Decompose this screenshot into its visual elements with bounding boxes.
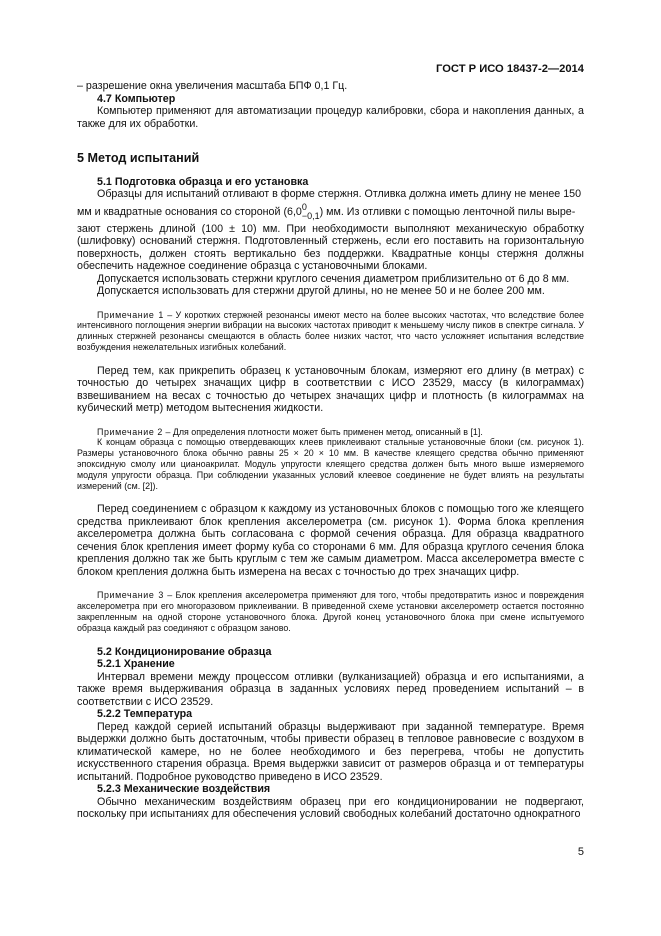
section-5-2-title: 5.2 Кондиционирование образца bbox=[97, 645, 272, 658]
section-5-2-2-text: Перед каждой серией испытаний образцы выдерживают при заданной температуре. Время выдержки должно быть достаточным, чтобы привести образец в тепловое равновесие с воздухом в климатической камере, но не более необходимого и без перегрева, чтобы не допустить искусственного старения образца. Время выдержки зависит от размеров образца и от температуры испытаний. Подробное руководство приведено в ИСО 23529. bbox=[77, 720, 584, 783]
measurement-paragraph: Перед тем, как прикрепить образец к установочным блокам, измеряют его длину (в метрах) с точностью до четырех значащих цифр в соответствии с ИСО 23529, массу (в килограммах) взвешиванием на весах с точностью до четырех значащих цифр и плотность (в килограммах на кубический метр) методом вытеснения жидкости. bbox=[77, 364, 584, 415]
section-5-title: 5 Метод испытаний bbox=[77, 151, 200, 165]
note-2 bbox=[77, 427, 584, 492]
note-1-text: – У коротких стержней резонансы имеют место на более высоких частотах, что вследствие более интенсивного поглощения энергии вибрации на высоких частотах приводит к меньшему числу пиков в спектре сигнала. У длинных стержней резонансы смещаются в область более низких частот, что часто усложняет испытания вследствие возбуждения нежелательных изгибных колебаний. bbox=[77, 309, 584, 352]
section-5-1-length: Допускается использовать для стержни другой длины, но не менее 50 и не более 200 мм. bbox=[97, 285, 545, 297]
note-2-text: – Для определения плотности может быть применен метод, описанный в [1]. bbox=[162, 426, 483, 437]
note-2-continuation: К концам образца с помощью отвердевающих клеев приклеивают стальные установочные блоки (см. рисунок 1). Размеры установочного блока обычно равны 25 × 20 × 10 мм. В качестве клеящего средства обычно применяют эпоксидную смолу или цианоакрилат. Модуль упругости клеящего средства должен быть много выше измеряемого модуля упругости образца. При соблюдении указанных условий клеевое соединение не будет влиять на результаты измерений (см. [2]). bbox=[77, 437, 584, 491]
note-1 bbox=[77, 310, 584, 353]
bullet-item: – разрешение окна увеличения масштаба БПФ 0,1 Гц. bbox=[77, 80, 348, 92]
section-4-7-title: 4.7 Компьютер bbox=[97, 92, 176, 105]
section-5-1-line2 bbox=[77, 201, 584, 223]
note-3 bbox=[77, 590, 584, 633]
section-4-7-text: Компьютер применяют для автоматизации процедур калибровки, сбора и накопления данных, а также для их обработки. bbox=[77, 105, 584, 130]
section-5-2-1-text: Интервал времени между процессом отливки (вулканизацией) образца и его испытаниями, а также время выдерживания образца в заданных условиях перед проведением испытаний – в соответствии с ИСО 23529. bbox=[77, 670, 584, 708]
section-5-1-round: Допускается использовать стержни круглого сечения диаметром приблизительно от 6 до 8 мм. bbox=[97, 272, 570, 285]
accelerometer-paragraph: Перед соединением с образцом к каждому из установочных блоков с помощью того же клеящего средства приклеивают блок крепления акселерометра (см. рисунок 1). Форма блока крепления акселерометра должна быть согласована с формой сечения образца. Для образца квадратного сечения блок крепления имеет форму куба со сторонами 6 мм. Для образца круглого сечения блока крепления должно так же быть круглым с тем же самым диаметром. Масса акселерометра вместе с блоком крепления должна быть измерена на весах с точностью до трех значащих цифр. bbox=[77, 503, 584, 578]
page-number: 5 bbox=[577, 846, 584, 858]
tolerance-lower: −0,1 bbox=[301, 210, 320, 221]
section-5-2-3-title: 5.2.3 Механические воздействия bbox=[97, 783, 271, 796]
document-code: ГОСТ Р ИСО 18437-2—2014 bbox=[436, 63, 584, 75]
note-1-label: Примечание 1 bbox=[97, 309, 164, 320]
section-5-2-1-title: 5.2.1 Хранение bbox=[97, 658, 175, 671]
section-5-1-line1: Образцы для испытаний отливают в форме стержня. Отливка должна иметь длину не менее 150 bbox=[97, 188, 582, 200]
section-5-2-3-text: Обычно механическим воздействиям образец при его кондиционировании не подвергают, поскольку при испытаниях для обеспечения условий свободных колебаний достаточно однократного bbox=[77, 795, 584, 821]
section-5-1-paragraph: зают стержень длиной (100 ± 10) мм. При необходимости выполняют механическую обработку (шлифовку) оснований стержня. Подготовленный стержень, если его поставить на горизонтальную поверхность, должен стоять вертикально без поддержки. Квадратные концы стержня должны обеспечить надежное соединение образца с установочными блоками. bbox=[77, 222, 584, 272]
note-3-label: Примечание 3 bbox=[97, 590, 164, 601]
line2-post: ) мм. Из отливки с помощью ленточной пилы выре- bbox=[319, 205, 576, 218]
note-2-label: Примечание 2 bbox=[97, 426, 163, 437]
page-body bbox=[77, 80, 584, 821]
section-5-2-2-title: 5.2.2 Температура bbox=[97, 708, 193, 721]
note-3-text: – Блок крепления акселерометра применяют для того, чтобы предотвратить износ и повреждения акселерометра при его многоразовом приклеивании. В приведенной схеме установки акселерометр остается постоянно закрепленным на одной стороне установочного блока. Другой конец установочного блока при смене испытуемого образца каждый раз соединяют с образцом заново. bbox=[77, 590, 584, 633]
section-5-1-title: 5.1 Подготовка образца и его установка bbox=[97, 175, 309, 188]
line2-pre: мм и квадратные основания со стороной (6,0 bbox=[77, 205, 302, 218]
tolerance-upper: 0 bbox=[301, 201, 307, 212]
tolerance bbox=[302, 203, 320, 221]
